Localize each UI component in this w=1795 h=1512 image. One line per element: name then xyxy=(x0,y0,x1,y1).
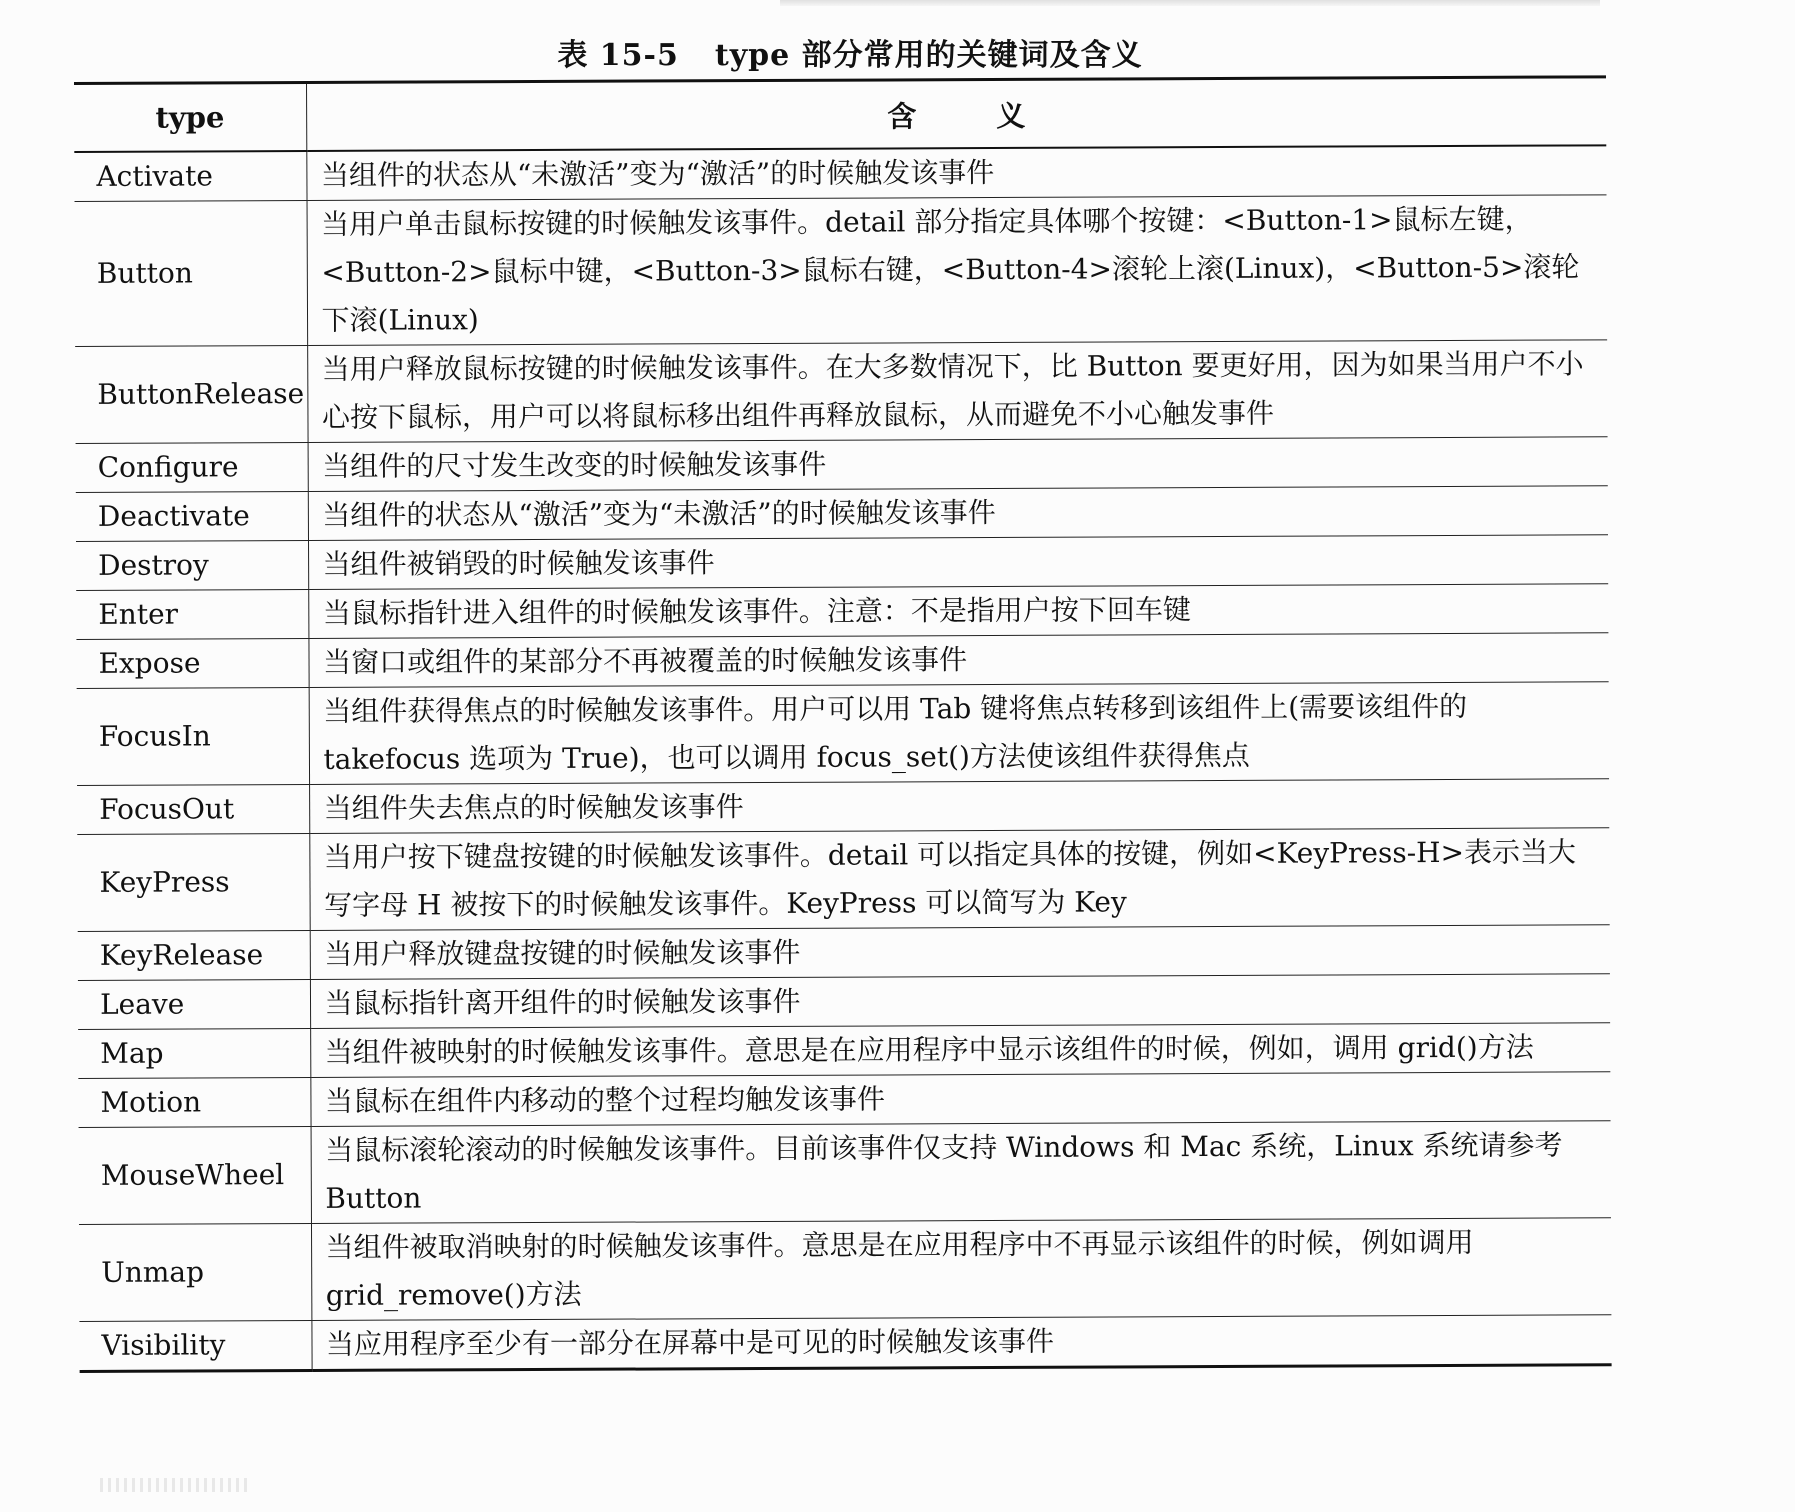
meaning-cell: 当用户按下键盘按键的时候触发该事件。detail 可以指定具体的按键，例如<KeyPress-H>表示当大写字母 H 被按下的时候触发该事件。KeyPress 可以简写为 Key xyxy=(309,828,1609,931)
type-cell: KeyRelease xyxy=(78,930,310,980)
table-row xyxy=(74,145,1606,201)
table-row xyxy=(79,1218,1611,1322)
meaning-cell: 当应用程序至少有一部分在屏幕中是可见的时候触发该事件 xyxy=(311,1315,1611,1371)
table-row xyxy=(79,1121,1611,1225)
meaning-cell: 当组件被销毁的时候触发该事件 xyxy=(308,535,1608,590)
type-cell: Visibility xyxy=(79,1320,311,1371)
table-row xyxy=(77,682,1609,786)
type-cell: Unmap xyxy=(79,1223,311,1321)
table-row xyxy=(77,828,1609,932)
type-cell: KeyPress xyxy=(77,833,309,931)
column-header-meaning: 含义 xyxy=(306,77,1606,151)
meaning-cell: 当鼠标指针离开组件的时候触发该事件 xyxy=(310,974,1610,1029)
keyword-table xyxy=(74,75,1612,1373)
meaning-cell: 当鼠标指针进入组件的时候触发该事件。注意：不是指用户按下回车键 xyxy=(308,584,1608,639)
table-title: type 部分常用的关键词及含义 xyxy=(714,38,1143,73)
meaning-cell: 当组件被取消映射的时候触发该事件。意思是在应用程序中不再显示该组件的时候，例如调用 grid_remove()方法 xyxy=(311,1218,1611,1321)
type-cell: Activate xyxy=(74,151,306,202)
meaning-cell: 当组件的尺寸发生改变的时候触发该事件 xyxy=(308,437,1608,492)
table-row xyxy=(77,779,1609,835)
type-cell: Deactivate xyxy=(76,491,308,541)
meaning-cell: 当组件被映射的时候触发该事件。意思是在应用程序中显示该组件的时候，例如，调用 grid()方法 xyxy=(310,1023,1610,1078)
table-row xyxy=(76,437,1608,493)
table-row xyxy=(76,486,1608,542)
type-cell: FocusOut xyxy=(77,784,309,834)
table-row xyxy=(76,584,1608,640)
type-cell: Enter xyxy=(76,589,308,639)
table-row xyxy=(78,974,1610,1030)
meaning-cell: 当组件的状态从“未激活”变为“激活”的时候触发该事件 xyxy=(306,145,1606,200)
meaning-cell: 当鼠标在组件内移动的整个过程均触发该事件 xyxy=(310,1072,1610,1127)
table-row xyxy=(75,195,1608,347)
table-row xyxy=(76,633,1608,689)
type-cell: FocusIn xyxy=(77,687,309,785)
type-cell: Leave xyxy=(78,979,310,1029)
meaning-cell: 当用户释放鼠标按键的时候触发该事件。在大多数情况下，比 Button 要更好用，因为如果当用户不小心按下鼠标，用户可以将鼠标移出组件再释放鼠标，从而避免不小心触发事件 xyxy=(307,340,1607,443)
table-row xyxy=(78,1023,1610,1079)
table-row xyxy=(75,340,1607,444)
table-number: 表 15-5 xyxy=(557,38,679,73)
type-cell: Motion xyxy=(78,1077,310,1127)
meaning-cell: 当用户单击鼠标按键的时候触发该事件。detail 部分指定具体哪个按键：<Button-1>鼠标左键，<Button-2>鼠标中键，<Button-3>鼠标右键，<Button-4>滚轮上滚(Linux)，<Button-5>滚轮下滚(Linux) xyxy=(307,195,1608,346)
meaning-cell: 当组件获得焦点的时候触发该事件。用户可以用 Tab 键将焦点转移到该组件上(需要该组件的 takefocus 选项为 True)，也可以调用 focus_set()方法使该组件获得焦点 xyxy=(309,682,1609,785)
meaning-cell: 当组件失去焦点的时候触发该事件 xyxy=(309,779,1609,834)
type-cell: Expose xyxy=(76,638,308,688)
scan-edge-strip xyxy=(780,0,1600,6)
meaning-cell: 当窗口或组件的某部分不再被覆盖的时候触发该事件 xyxy=(308,633,1608,688)
type-cell: Configure xyxy=(76,442,308,492)
scan-noise xyxy=(100,1478,250,1492)
meaning-cell: 当鼠标滚轮滚动的时候触发该事件。目前该事件仅支持 Windows 和 Mac 系统，Linux 系统请参考 Button xyxy=(311,1121,1611,1224)
table-wrapper xyxy=(74,75,1612,1373)
type-cell: ButtonRelease xyxy=(75,345,307,443)
table-row xyxy=(76,535,1608,591)
meaning-cell: 当组件的状态从“激活”变为“未激活”的时候触发该事件 xyxy=(308,486,1608,541)
table-row xyxy=(79,1315,1611,1372)
type-cell: Button xyxy=(75,200,308,346)
meaning-cell: 当用户释放键盘按键的时候触发该事件 xyxy=(310,925,1610,980)
table-header-row xyxy=(74,77,1606,152)
type-cell: Destroy xyxy=(76,540,308,590)
type-cell: Map xyxy=(78,1028,310,1078)
table-body xyxy=(74,145,1611,1371)
table-caption xyxy=(0,30,1700,74)
column-header-type: type xyxy=(74,82,306,152)
table-row xyxy=(78,1072,1610,1128)
type-cell: MouseWheel xyxy=(79,1126,311,1224)
table-row xyxy=(78,925,1610,981)
